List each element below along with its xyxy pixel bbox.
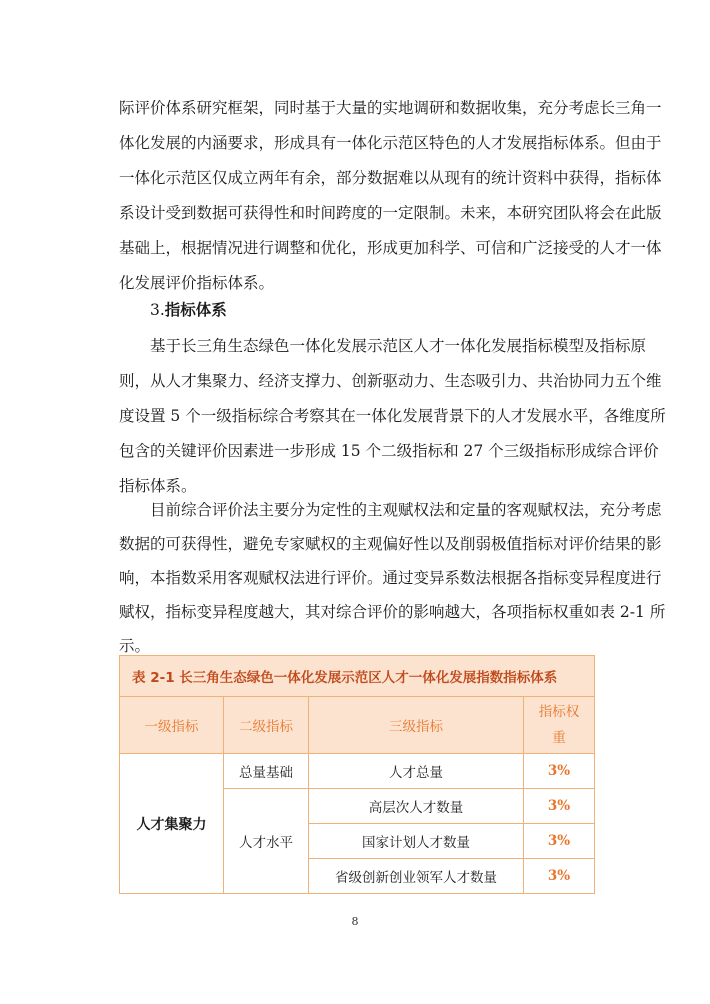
text-line: 际评价体系研究框架，同时基于大量的实地调研和数据收集，充分考虑长三角一 — [119, 99, 662, 117]
text-line: 化发展评价指标体系。 — [119, 274, 275, 292]
page-number: 8 — [351, 915, 359, 928]
section-title: 指标体系 — [164, 301, 227, 319]
level3-indicator: 人才总量 — [309, 754, 524, 789]
indicator-table — [119, 655, 594, 895]
table-caption: 表 2-1 长三角生态绿色一体化发展示范区人才一体化发展指数指标体系 — [120, 656, 595, 697]
text-line: 赋权，指标变异程度越大，其对综合评价的影响越大，各项指标权重如表 2-1 所 — [119, 603, 666, 621]
level2-indicator: 总量基础 — [224, 754, 309, 789]
level1-indicator: 人才集聚力 — [120, 754, 224, 894]
text-line: 则，从人才集聚力、经济支撑力、创新驱动力、生态吸引力、共治协同力五个维 — [119, 372, 662, 390]
text-line: 指标体系。 — [119, 477, 197, 495]
weight-value: 3% — [524, 824, 595, 859]
column-header: 指标权 重 — [524, 697, 595, 754]
level3-indicator: 高层次人才数量 — [309, 789, 524, 824]
text-line: 系设计受到数据可获得性和时间跨度的一定限制。未来，本研究团队将会在此版 — [119, 204, 662, 222]
weight-value: 3% — [524, 859, 595, 894]
column-header: 二级指标 — [224, 697, 309, 754]
section-heading — [150, 300, 227, 320]
text-line: 度设置 5 个一级指标综合考察其在一体化发展背景下的人才发展水平，各维度所 — [119, 407, 666, 425]
text-line: 体化发展的内涵要求，形成具有一体化示范区特色的人才发展指标体系。但由于 — [119, 134, 662, 152]
text-line: 目前综合评价法主要分为定性的主观赋权法和定量的客观赋权法，充分考虑 — [150, 501, 662, 519]
text-line: 示。 — [119, 637, 151, 655]
text-line: 响，本指数采用客观赋权法进行评价。通过变异系数法根据各指标变异程度进行 — [119, 569, 662, 587]
section-number: 3. — [150, 301, 165, 319]
column-header: 三级指标 — [309, 697, 524, 754]
text-line: 一体化示范区仅成立两年有余，部分数据难以从现有的统计资料中获得，指标体 — [119, 169, 662, 187]
column-header: 一级指标 — [120, 697, 224, 754]
text-line: 基于长三角生态绿色一体化发展示范区人才一体化发展指标模型及指标原 — [150, 337, 647, 355]
text-line: 包含的关键评价因素进一步形成 15 个二级指标和 27 个三级指标形成综合评价 — [119, 442, 659, 460]
text-line: 基础上，根据情况进行调整和优化，形成更加科学、可信和广泛接受的人才一体 — [119, 239, 662, 257]
level2-indicator: 人才水平 — [224, 789, 309, 894]
weight-value: 3% — [524, 754, 595, 789]
level3-indicator: 国家计划人才数量 — [309, 824, 524, 859]
level3-indicator: 省级创新创业领军人才数量 — [309, 859, 524, 894]
table-row — [120, 754, 595, 789]
text-line: 数据的可获得性，避免专家赋权的主观偏好性以及削弱极值指标对评价结果的影 — [119, 535, 662, 553]
weight-value: 3% — [524, 789, 595, 824]
